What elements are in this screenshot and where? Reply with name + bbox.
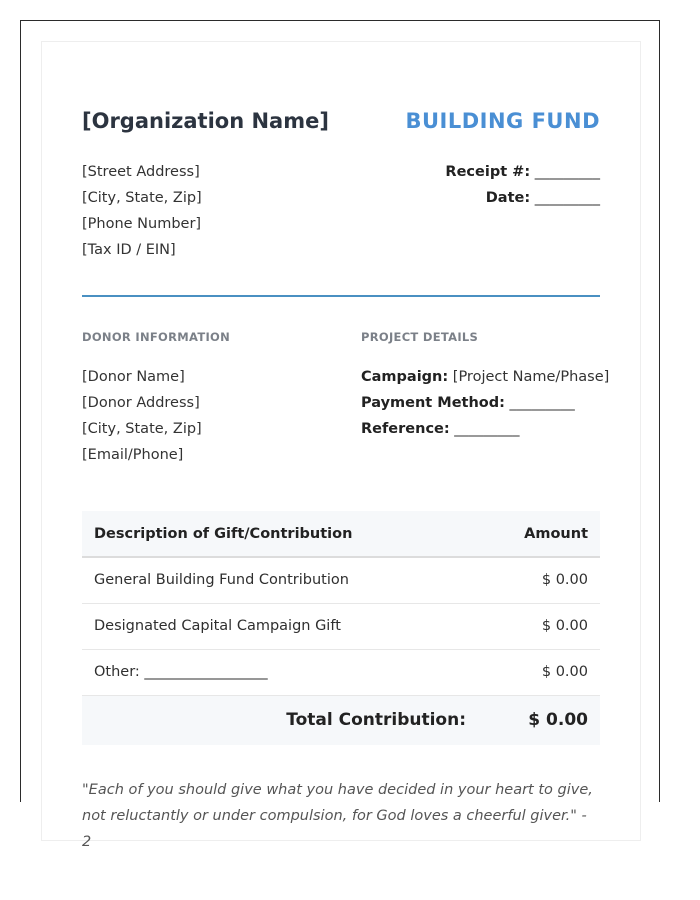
description-column-header: Description of Gift/Contribution — [94, 526, 353, 542]
header-divider — [82, 295, 600, 297]
donor-line: [Donor Name] — [82, 369, 185, 385]
receipt-number — [445, 159, 600, 185]
total-row — [82, 696, 600, 745]
project-details — [361, 364, 609, 442]
reference-value: _________ — [454, 421, 520, 437]
receipt-date-value: _________ — [534, 190, 600, 206]
donor-line: [Email/Phone] — [82, 447, 184, 463]
table-row — [82, 650, 600, 696]
payment-method-value: _________ — [509, 395, 575, 411]
receipt-page — [41, 41, 641, 850]
fund-title: BUILDING FUND — [405, 109, 600, 133]
row-description: Other: _________________ — [94, 664, 268, 680]
campaign-label: Campaign: — [361, 369, 449, 385]
table-header-row — [82, 511, 600, 558]
table-row — [82, 604, 600, 650]
receipt-date — [445, 185, 600, 211]
address-line: [Street Address] — [82, 164, 200, 180]
receipt-meta — [445, 159, 600, 211]
project-section-label: PROJECT DETAILS — [361, 330, 479, 344]
receipt-number-label: Receipt #: — [445, 164, 531, 180]
organization-address — [82, 159, 202, 263]
row-description: Designated Capital Campaign Gift — [94, 618, 341, 634]
total-label: Total Contribution: — [286, 710, 466, 730]
row-amount: $ 0.00 — [541, 664, 588, 680]
donor-section-label: DONOR INFORMATION — [82, 330, 231, 344]
row-amount: $ 0.00 — [541, 572, 588, 588]
reference-line — [361, 416, 609, 442]
donor-line: [Donor Address] — [82, 395, 200, 411]
address-line: [City, State, Zip] — [82, 190, 202, 206]
table-row — [82, 558, 600, 604]
campaign-value: [Project Name/Phase] — [452, 369, 610, 385]
scripture-quote: "Each of you should give what you have decided in your heart to give, not reluctantly or under compulsion, for God loves a cheerful giver." - 2 — [82, 782, 593, 850]
payment-method-label: Payment Method: — [361, 395, 505, 411]
donor-information — [82, 364, 202, 468]
row-description: General Building Fund Contribution — [94, 572, 349, 588]
receipt-number-value: _________ — [534, 164, 600, 180]
address-line: [Tax ID / EIN] — [82, 242, 176, 258]
document-frame — [20, 20, 660, 850]
donor-line: [City, State, Zip] — [82, 421, 202, 437]
row-amount: $ 0.00 — [541, 618, 588, 634]
address-line: [Phone Number] — [82, 216, 202, 232]
reference-label: Reference: — [361, 421, 450, 437]
payment-method-line — [361, 390, 609, 416]
amount-column-header: Amount — [524, 526, 588, 542]
total-amount: $ 0.00 — [528, 710, 588, 730]
campaign-line — [361, 364, 609, 390]
organization-name: [Organization Name] — [82, 109, 329, 133]
receipt-date-label: Date: — [485, 190, 531, 206]
contribution-table — [82, 511, 600, 745]
